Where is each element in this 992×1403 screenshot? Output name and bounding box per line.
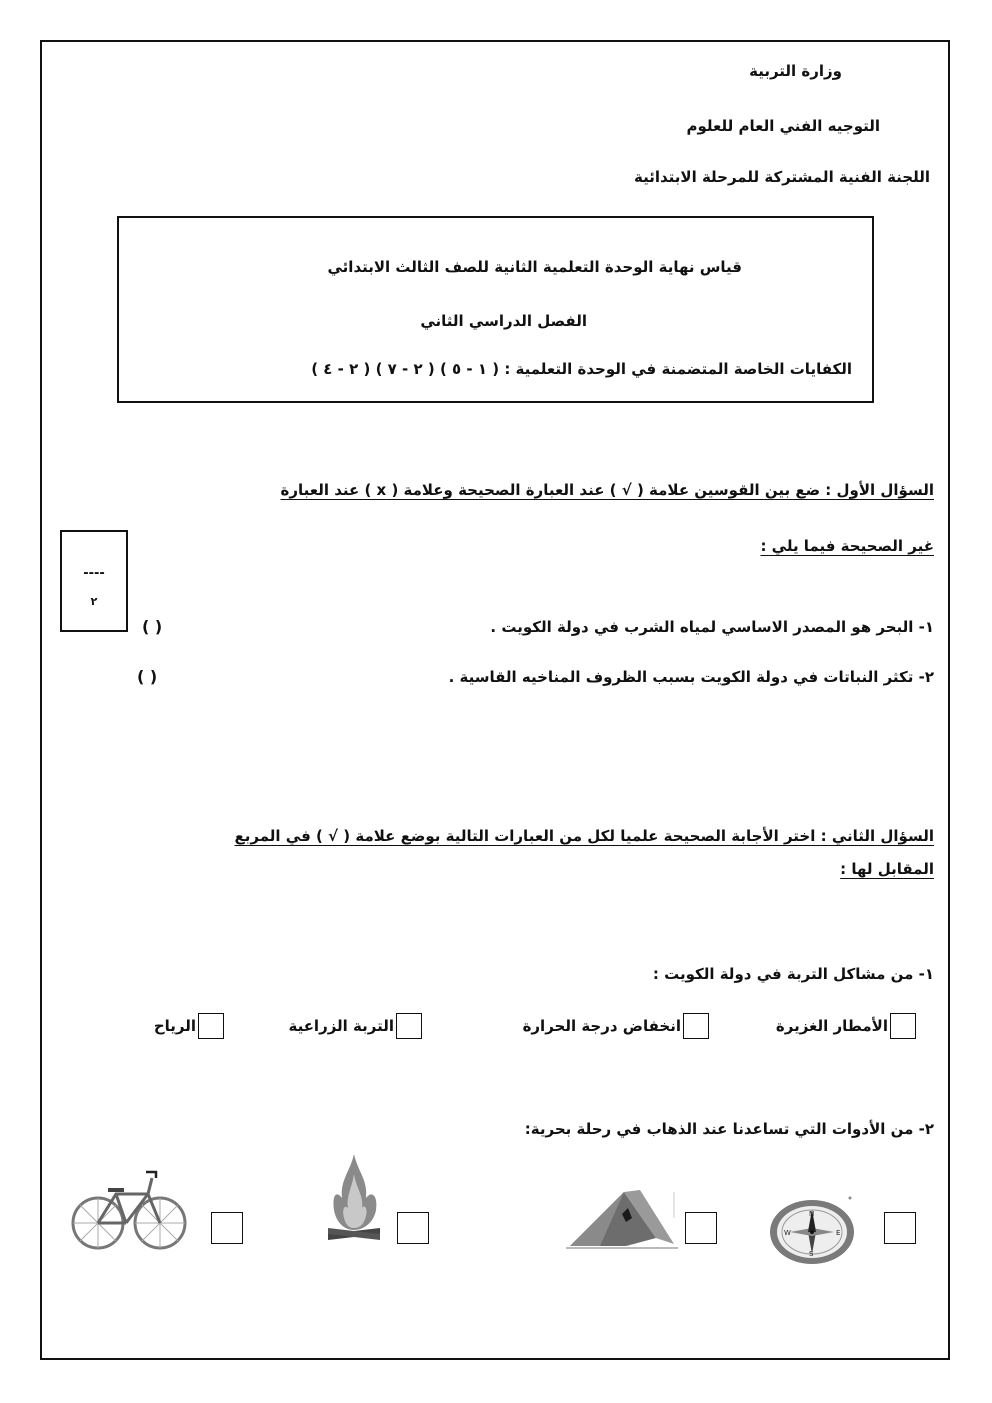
- checkbox[interactable]: [396, 1013, 422, 1039]
- option-wind[interactable]: [154, 1013, 224, 1039]
- svg-text:N: N: [809, 1210, 815, 1218]
- semester-title: الفصل الدراسي الثاني: [420, 312, 587, 330]
- question2-prompt: السؤال الثاني : اختر الأجابة الصحيحة علميا لكل من العبارات التالية بوضع علامة ( √ ) في المربع: [234, 827, 934, 845]
- option-label: انخفاض درجة الحرارة: [522, 1017, 681, 1035]
- option-agricultural-soil[interactable]: [288, 1013, 422, 1039]
- answer-parens-1[interactable]: ( ): [142, 617, 163, 636]
- svg-text:S: S: [809, 1250, 814, 1258]
- score-box: [60, 530, 128, 632]
- exam-title: قياس نهاية الوحدة التعلمية الثانية للصف الثالث الابتدائي: [327, 258, 742, 276]
- compass-icon: [768, 1194, 856, 1266]
- ministry-name: وزارة التربية: [749, 62, 842, 80]
- score-total: ٢: [90, 595, 98, 608]
- tent-icon: [566, 1188, 678, 1250]
- question2-prompt-cont: المقابل لها :: [840, 860, 934, 878]
- option-label: الرياح: [153, 1017, 196, 1035]
- question2-item2-stem: ٢- من الأدوات التي تساعدنا عند الذهاب في رحلة بحرية:: [524, 1120, 934, 1138]
- option-heavy-rain[interactable]: [776, 1013, 916, 1039]
- question1-prompt: السؤال الأول : ضع بين القوسين علامة ( √ ) عند العبارة الصحيحة وعلامة ( x ) عند العبارة: [280, 481, 934, 499]
- score-dashes: ----: [83, 566, 105, 581]
- option-label: التربة الزراعية: [288, 1017, 394, 1035]
- answer-parens-2[interactable]: ( ): [137, 667, 158, 686]
- guidance-name: التوجيه الفني العام للعلوم: [686, 117, 880, 135]
- checkbox[interactable]: [683, 1013, 709, 1039]
- campfire-icon: [322, 1150, 386, 1246]
- question2-item1-stem: ١- من مشاكل التربة في دولة الكويت :: [652, 965, 934, 983]
- svg-text:E: E: [836, 1229, 841, 1237]
- campfire-checkbox[interactable]: [397, 1212, 429, 1244]
- compass-checkbox[interactable]: [884, 1212, 916, 1244]
- checkbox[interactable]: [890, 1013, 916, 1039]
- question1-item-1: ١- البحر هو المصدر الاساسي لمياه الشرب في دولة الكويت .: [490, 618, 934, 636]
- committee-name: اللجنة الفنية المشتركة للمرحلة الابتدائية: [634, 168, 930, 186]
- option-low-temperature[interactable]: [523, 1013, 709, 1039]
- bicycle-checkbox[interactable]: [211, 1212, 243, 1244]
- question1-item-2: ٢- تكثر النباتات في دولة الكويت بسبب الظروف المناخيه القاسية .: [448, 668, 934, 686]
- option-label: الأمطار الغزيرة: [775, 1017, 888, 1035]
- checkbox[interactable]: [198, 1013, 224, 1039]
- competencies-line: الكفايات الخاصة المتضمنة في الوحدة التعلمية : ( ١ - ٥ ) ( ٢ - ٧ ) ( ٢ - ٤ ): [311, 360, 852, 378]
- question1-prompt-cont: غير الصحيحة فيما يلي :: [760, 537, 934, 555]
- title-box: [117, 216, 874, 403]
- svg-text:W: W: [784, 1229, 791, 1237]
- tent-checkbox[interactable]: [685, 1212, 717, 1244]
- bicycle-icon: [70, 1166, 188, 1254]
